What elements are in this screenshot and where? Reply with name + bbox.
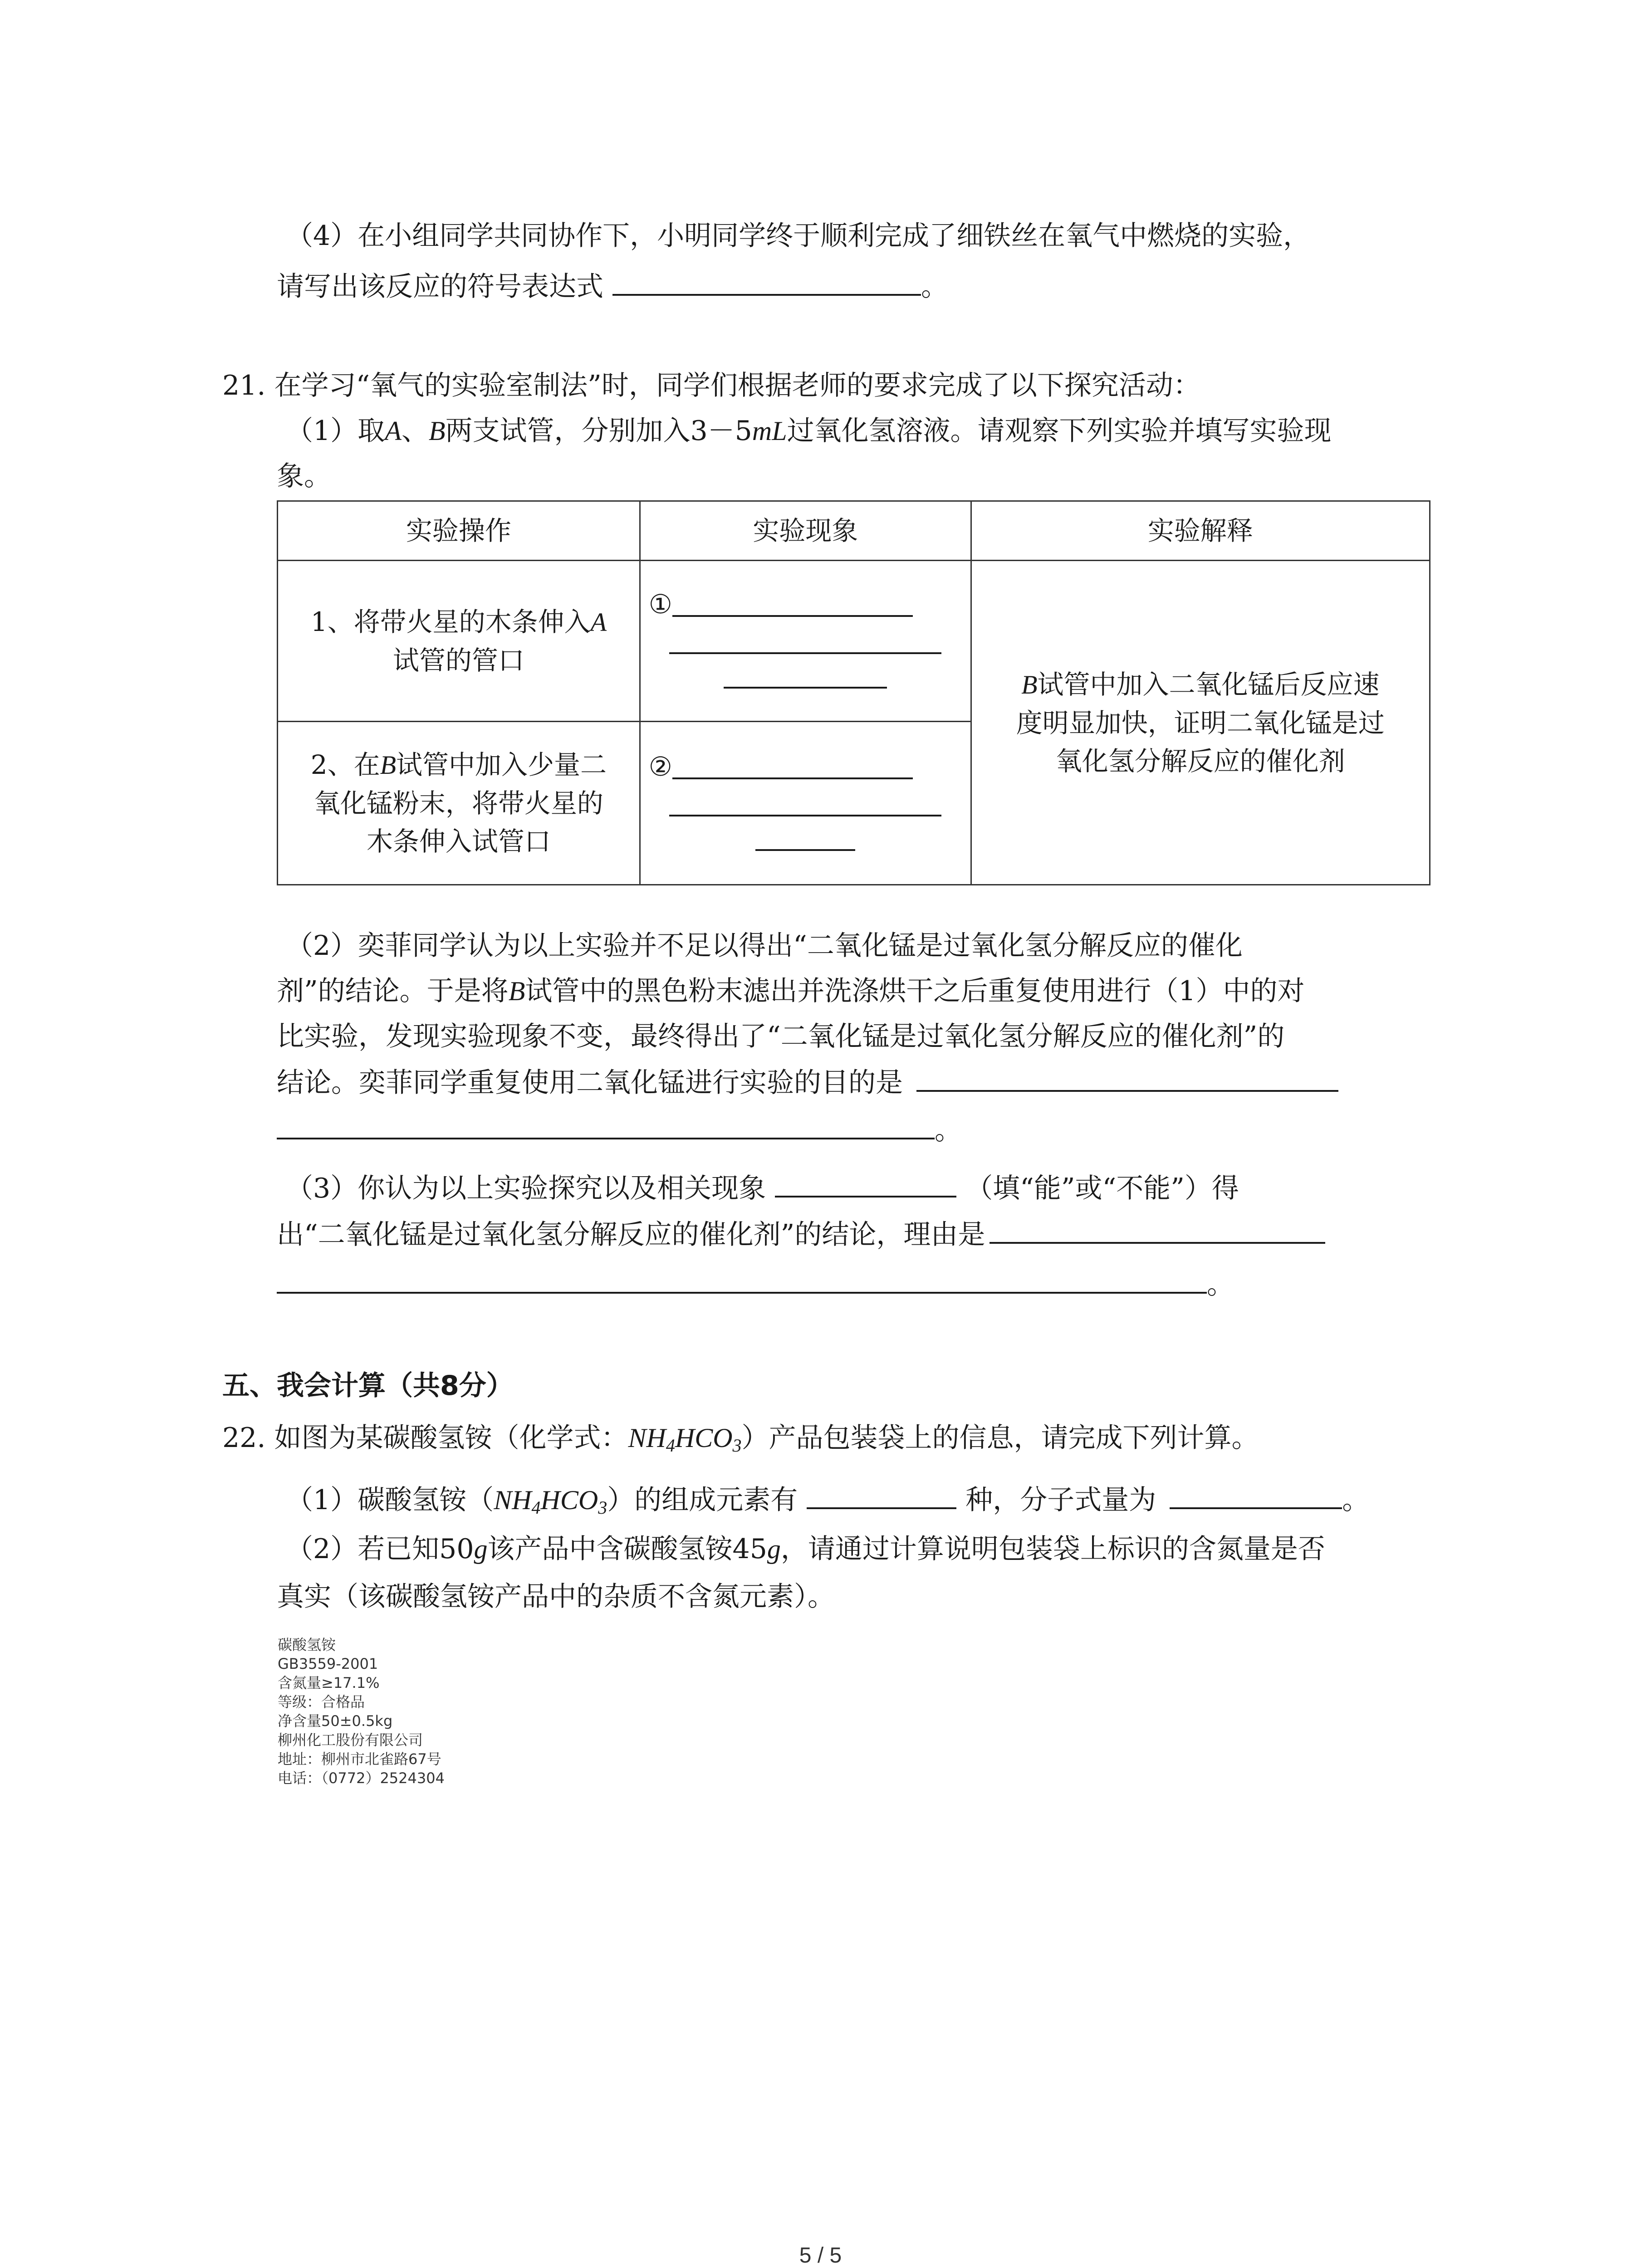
q22-part2-text-a: （2）若已知50 (286, 1533, 474, 1565)
table-row (278, 561, 1430, 722)
q21-part3-blank-b[interactable] (989, 1216, 1325, 1244)
q22-part2-line2 (277, 1579, 835, 1615)
row1-op-text-b: 试管的管口 (392, 645, 524, 676)
q21-part1-text-a: （1）取 (286, 415, 385, 447)
q21-part3-text2: 出“二氧化锰是过氧化氢分解反应的催化剂”的结论，理由是 (277, 1219, 985, 1251)
q21-part3-blank-c[interactable] (277, 1266, 1207, 1294)
formula-sub-3: 3 (598, 1497, 607, 1518)
row1-phenomenon (640, 561, 971, 722)
q22-elements-blank[interactable] (807, 1481, 956, 1509)
q20-part4-line2 (277, 268, 948, 305)
q22-part2-text-c: ，请通过计算说明包装袋上标识的含氮量是否 (780, 1533, 1325, 1565)
experiment-table (277, 500, 1430, 885)
page-number: 5 / 5 (799, 2244, 842, 2268)
q22-part1-text-a: （1）碳酸氢铵（ (286, 1484, 494, 1516)
q21-part1-text-c: 过氧化氢溶液。请观察下列实验并填写实验现 (787, 415, 1332, 447)
header-phenomenon: 实验现象 (640, 501, 971, 561)
q22-formula (628, 1423, 742, 1456)
formula-sub-4: 4 (531, 1497, 541, 1518)
q20-answer-blank[interactable] (612, 268, 921, 296)
label-line: 净含量50±0.5kg (278, 1712, 393, 1730)
formula-sub-3: 3 (732, 1435, 742, 1456)
label-line: 含氮量≥17.1% (278, 1674, 380, 1691)
row2-operation (278, 722, 640, 885)
q22-stem-line (222, 1420, 1259, 1464)
row2-op-text-a: 2、在 (310, 749, 380, 780)
q22-part2-text-d: 真实（该碳酸氢铵产品中的杂质不含氮元素）。 (277, 1581, 835, 1613)
q21-tube-a: A (385, 416, 402, 446)
q21-tube-b: B (428, 416, 446, 446)
formula-hco: HCO (540, 1485, 598, 1515)
q20-part4-text1: （4）在小组同学共同协作下，小明同学终于顺利完成了细铁丝在氧气中燃烧的实验， (286, 220, 1311, 252)
q22-part1-text-b: ）的组成元素有 (607, 1484, 798, 1516)
row2-phenomenon (640, 722, 971, 885)
q21-part2-text4: 结论。奕菲同学重复使用二氧化锰进行实验的目的是 (277, 1067, 903, 1099)
q21-part3-line2 (277, 1216, 1325, 1253)
explain-text-a: 试管中加入二氧化锰后反应速 (1037, 669, 1380, 700)
q21-part2-text2b: 试管中的黑色粉末滤出并洗涤烘干之后重复使用进行（1）中的对 (525, 975, 1305, 1007)
q22-part1-text-c: 种，分子式量为 (965, 1484, 1156, 1516)
q21-part3-line1 (286, 1169, 1239, 1207)
row2-blank-1[interactable] (672, 753, 913, 779)
q21-separator: 、 (401, 415, 429, 447)
q20-part4-line1 (286, 218, 1310, 254)
q21-part3-text1a: （3）你认为以上实验探究以及相关现象 (286, 1173, 766, 1204)
row1-mark: ① (648, 589, 672, 620)
section-heading (222, 1368, 514, 1404)
q20-period: 。 (921, 271, 948, 303)
row2-blank-2[interactable] (669, 790, 941, 816)
q21-part2-text1: （2）奕菲同学认为以上实验并不足以得出“二氧化锰是过氧化氢分解反应的催化 (286, 930, 1243, 962)
q21-stem-line (222, 367, 1200, 404)
q22-stem-b: ）产品包装袋上的信息，请完成下列计算。 (741, 1422, 1259, 1454)
q21-part1-line2 (277, 458, 331, 494)
formula-nh: NH (494, 1485, 532, 1515)
row2-op-text-d: 木条伸入试管口 (366, 826, 551, 857)
q21-stem: 在学习“氧气的实验室制法”时，同学们根据老师的要求完成了以下探究活动： (274, 370, 1200, 401)
q22-mass-blank[interactable] (1170, 1481, 1342, 1509)
q21-part2-line3 (277, 1018, 1284, 1055)
table-header-row (278, 501, 1430, 561)
q21-part3-text1b: （填“能”或“不能”）得 (965, 1173, 1239, 1204)
header-explanation: 实验解释 (971, 501, 1430, 561)
explain-text-c: 氧化氢分解反应的催化剂 (1055, 745, 1345, 777)
q21-part2-text3: 比实验，发现实验现象不变，最终得出了“二氧化锰是过氧化氢分解反应的催化剂”的 (277, 1021, 1285, 1052)
row1-operation (278, 561, 640, 722)
label-line: GB3559-2001 (278, 1655, 378, 1672)
section-title: 五、我会计算（共8分） (222, 1370, 514, 1402)
row1-op-text-a: 1、将带火星的木条伸入 (310, 606, 591, 637)
q21-part2-line4 (277, 1064, 1338, 1101)
row1-tube-a: A (590, 607, 607, 637)
q21-part2-blank-b[interactable] (277, 1111, 935, 1139)
q21-part2-text2a: 剂”的结论。于是将 (277, 975, 509, 1007)
q22-part1-line (286, 1481, 1369, 1526)
label-line: 柳州化工股份有限公司 (278, 1731, 423, 1749)
q21-part1-text-d: 象。 (277, 460, 331, 492)
q21-part2-line5 (277, 1111, 962, 1149)
q22-number: 22. (222, 1422, 266, 1454)
label-line: 电话：（0772）2524304 (278, 1769, 445, 1787)
row2-tube-b: B (380, 750, 397, 780)
label-line: 地址：柳州市北雀路67号 (278, 1750, 441, 1768)
product-label (278, 1635, 445, 1788)
row2-op-text-c: 氧化锰粉末，将带火星的 (314, 788, 603, 819)
q21-number: 21. (222, 370, 266, 401)
row2-mark: ② (648, 751, 672, 782)
q21-unit-ml: mL (752, 416, 787, 446)
row1-blank-2[interactable] (669, 628, 941, 654)
q21-part3-period: 。 (1207, 1269, 1234, 1300)
row1-blank-1[interactable] (672, 591, 913, 617)
header-operation: 实验操作 (278, 501, 640, 561)
q21-part3-line3 (277, 1266, 1234, 1303)
q21-part2-line2 (277, 973, 1305, 1009)
q21-part2-line1 (286, 928, 1243, 964)
label-line: 碳酸氢铵 (278, 1636, 336, 1653)
q21-part2-tube-b: B (508, 976, 525, 1006)
q20-part4-text2: 请写出该反应的符号表达式 (277, 271, 603, 303)
row2-op-text-b: 试管中加入少量二 (396, 749, 607, 780)
explain-text-b: 度明显加快，证明二氧化锰是过 (1016, 707, 1385, 738)
q22-part2-text-b: 该产品中含碳酸氢铵45 (487, 1533, 767, 1565)
formula-hco: HCO (675, 1423, 733, 1453)
q22-unit-g: g (767, 1534, 781, 1564)
q21-part2-period: 。 (935, 1114, 962, 1146)
formula-sub-4: 4 (666, 1435, 675, 1456)
row2-blank-3[interactable] (755, 825, 855, 851)
formula-nh: NH (628, 1423, 666, 1453)
explanation-cell (971, 561, 1430, 885)
q22-part2-line1 (286, 1531, 1325, 1567)
label-line: 等级：合格品 (278, 1693, 365, 1711)
q21-part2-blank-a[interactable] (916, 1064, 1338, 1092)
q21-part1-text-b: 两支试管，分别加入3－5 (445, 415, 752, 447)
q21-part3-blank-a[interactable] (775, 1169, 956, 1198)
row1-blank-3[interactable] (724, 662, 887, 689)
q22-stem-a: 如图为某碳酸氢铵（化学式： (274, 1422, 628, 1454)
explain-tube-b: B (1021, 670, 1038, 699)
q21-part1-line1 (286, 413, 1332, 449)
q22-unit-g: g (474, 1534, 488, 1564)
q22-part1-period: 。 (1342, 1484, 1370, 1516)
q22-part1-formula (494, 1485, 607, 1518)
